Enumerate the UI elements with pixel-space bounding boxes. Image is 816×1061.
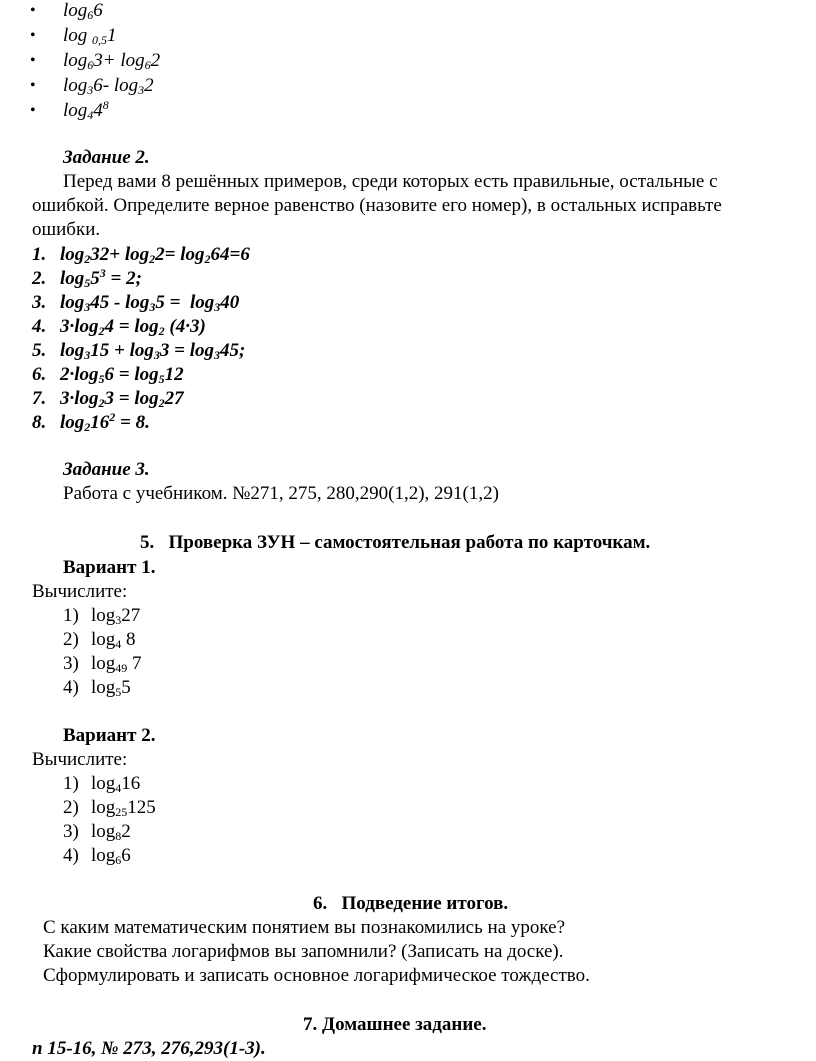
section7-heading: 7. Домашнее задание. (303, 1014, 487, 1035)
bullet-item-3: $\log_63+ \log_62$ (63, 50, 161, 72)
example-6: 6. $2\cdot\log_56 = \log_512$ (32, 364, 184, 386)
variant2-item: 4) $\log_66$ (63, 845, 131, 867)
task3-text: Работа с учебником. №271, 275, 280,290(1,2), 291(1,2) (63, 483, 499, 504)
example-1: 1. $\log_232+ \log_22= \log_264=6$ (32, 244, 250, 266)
example-7: 7. $3\cdot\log_23 = \log_227$ (32, 388, 184, 410)
example-5: 5. $\log_315 + \log_33 = \log_345$; (32, 340, 246, 362)
variant1-title: Вариант 1. (63, 557, 156, 578)
bullet-item-2: log $_{0,5}$1 (63, 25, 117, 47)
section6-question-1: С каким математическим понятием вы познакомились на уроке? (43, 917, 565, 938)
bullet-icon: • (30, 102, 36, 119)
bullet-item-4: $\log_36-$ $\log_32$ (63, 75, 154, 97)
example-4: 4. $3\cdot\log_24 = \log_2 (4\cdot 3)$ (32, 316, 206, 338)
section5-heading: 5. Проверка ЗУН – самостоятельная работа по карточкам. (140, 532, 651, 553)
variant2-item: 3) $\log_82$ (63, 821, 131, 843)
task2-title: Задание 2. (63, 147, 150, 168)
task2-text-line1: Перед вами 8 решённых примеров, среди которых есть правильные, остальные с (63, 171, 718, 192)
example-3: 3. $\log_345 - \log_35 = \log_340$ (32, 292, 240, 314)
variant1-item: 2) $\log_4 8$ (63, 629, 136, 651)
example-2: 2. $\log_55^3 = 2$; (32, 266, 142, 290)
variant1-item: 4) $\log_55$ (63, 677, 131, 699)
variant2-item: 2) $\log_{25}125$ (63, 797, 156, 819)
variant2-item: 1) $\log_416$ (63, 773, 141, 795)
section6-question-2: Какие свойства логарифмов вы запомнили? (Записать на доске). (43, 941, 564, 962)
bullet-icon: • (30, 77, 36, 94)
variant2-title: Вариант 2. (63, 725, 156, 746)
task3-title: Задание 3. (63, 459, 150, 480)
task2-text-line2: ошибкой. Определите верное равенство (назовите его номер), в остальных исправьте (32, 195, 722, 216)
variant1-item: 1) $\log_327$ (63, 605, 141, 627)
bullet-icon: • (30, 27, 36, 44)
bullet-item-1: $\log_66$ (63, 0, 103, 22)
section6-question-3: Сформулировать и записать основное логарифмическое тождество. (43, 965, 590, 986)
bullet-item-5: $\log_44^8$ (63, 98, 109, 122)
variant1-item: 3) $\log_{49} 7$ (63, 653, 142, 675)
section6-heading: 6. Подведение итогов. (313, 893, 509, 914)
homework-text: п 15-16, № 273, 276,293(1-3). (32, 1038, 266, 1059)
task2-text-line3: ошибки. (32, 219, 101, 240)
bullet-icon: • (30, 52, 36, 69)
bullet-icon: • (30, 2, 36, 19)
example-8: 8. $\log_216^2 = 8$. (32, 410, 150, 434)
variant2-prompt: Вычислите: (32, 749, 128, 770)
variant1-prompt: Вычислите: (32, 581, 128, 602)
